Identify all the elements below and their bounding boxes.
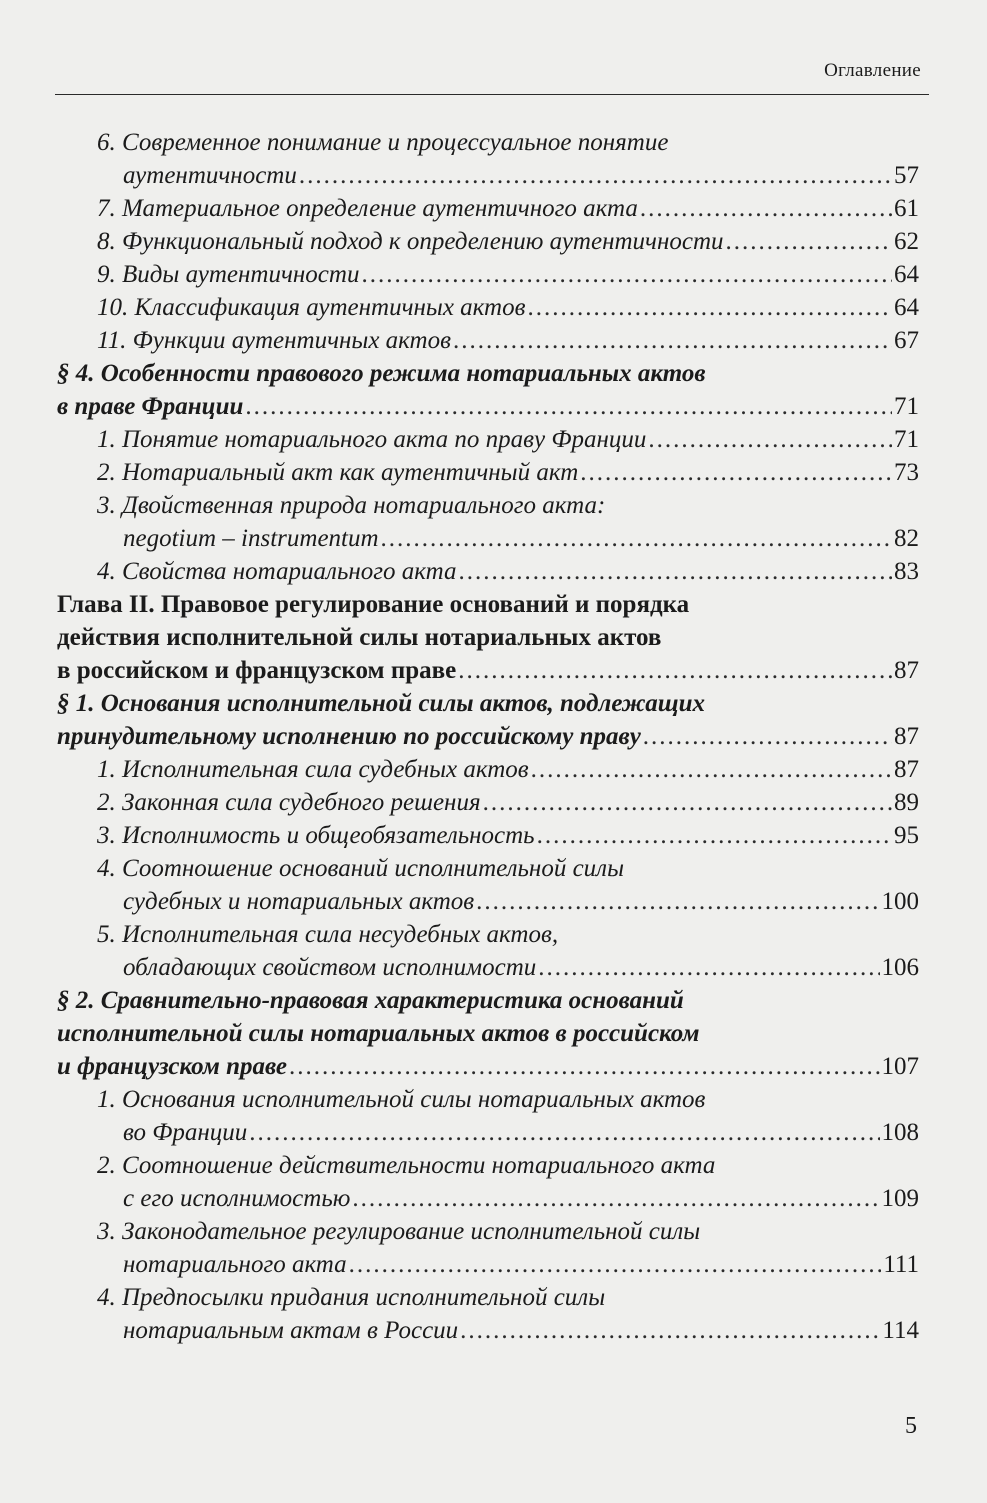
toc-page-number: 62 [894, 228, 919, 255]
toc-entry [97, 1149, 919, 1215]
toc-entry [97, 918, 919, 984]
toc-entry-leader-row [97, 522, 919, 555]
toc-page-number: 87 [894, 657, 919, 684]
dot-leader [361, 258, 892, 291]
page-number: 5 [905, 1413, 917, 1439]
dot-leader [648, 423, 892, 456]
toc-entry-leader-row [97, 1248, 919, 1281]
toc-entry-title-line: в российском и французском праве [57, 657, 457, 684]
dot-leader [453, 324, 892, 357]
dot-leader [726, 225, 892, 258]
toc-entry [57, 984, 919, 1083]
toc-entry [97, 225, 919, 258]
toc-entry-leader-row [57, 720, 919, 753]
toc-entry-title-line: судебных и нотариальных актов [123, 888, 475, 915]
toc-entry-leader-row [97, 1182, 919, 1215]
toc-entry [97, 1083, 919, 1149]
toc-entry-leader-row [97, 258, 919, 291]
toc-entry [57, 357, 919, 423]
toc-entry-title-line: нотариального акта [123, 1251, 347, 1278]
toc-entry-leader-row [97, 291, 919, 324]
toc-entry [97, 1281, 919, 1347]
toc-entry [97, 489, 919, 555]
dot-leader [245, 390, 892, 423]
toc-entry-leader-row [57, 390, 919, 423]
toc-page-number: 95 [894, 822, 919, 849]
toc-entry-title-line: 7. Материальное определение аутентичного акта [97, 195, 638, 222]
toc-page-number: 100 [881, 888, 919, 915]
toc-page-number: 82 [894, 525, 919, 552]
dot-leader [299, 159, 892, 192]
toc-entry-title-line: исполнительной силы нотариальных актов в российском [57, 1020, 700, 1047]
toc-entry-leader-row [97, 225, 919, 258]
toc-entry-title-line: аутентичности [123, 162, 297, 189]
toc-entry-title-line: с его исполнимостью [123, 1185, 351, 1212]
toc-entry [97, 1215, 919, 1281]
toc-entry [97, 291, 919, 324]
toc-page-number: 111 [883, 1251, 919, 1278]
toc-entry [97, 258, 919, 291]
toc-page-number: 61 [894, 195, 919, 222]
toc-entry [97, 852, 919, 918]
toc-entry-title-line: § 1. Основания исполнительной силы актов, подлежащих [57, 690, 705, 717]
dot-leader [249, 1116, 879, 1149]
toc-entry-title-line: действия исполнительной силы нотариальных актов [57, 624, 662, 651]
toc-entry-title-line: 3. Законодательное регулирование исполнительной силы [97, 1218, 701, 1245]
dot-leader [476, 885, 879, 918]
toc-page-number: 64 [894, 294, 919, 321]
toc-page-number: 87 [894, 756, 919, 783]
toc-entry-leader-row [97, 324, 919, 357]
toc-page-number: 67 [894, 327, 919, 354]
toc-entry-title-line: принудительному исполнению по российскому праву [57, 723, 641, 750]
toc-entry-leader-row [97, 885, 919, 918]
table-of-contents [0, 126, 987, 1347]
toc-entry-title-line: 5. Исполнительная сила несудебных актов, [97, 921, 559, 948]
toc-entry-title-line: обладающих свойством исполнимости [123, 954, 537, 981]
dot-leader [458, 654, 892, 687]
toc-entry-leader-row [57, 1050, 919, 1083]
toc-entry-title-line: § 4. Особенности правового режима нотариальных актов [57, 360, 706, 387]
toc-entry-title-line: Глава II. Правовое регулирование оснований и порядка [57, 591, 690, 618]
toc-entry-leader-row [97, 786, 919, 819]
toc-entry-leader-row [97, 1314, 919, 1347]
toc-entry-title-line: 4. Предпосылки придания исполнительной силы [97, 1284, 606, 1311]
dot-leader [531, 753, 892, 786]
toc-entry [57, 588, 919, 687]
toc-entry-leader-row [57, 654, 919, 687]
toc-page-number: 73 [894, 459, 919, 486]
toc-entry-title-line: 2. Законная сила судебного решения [97, 789, 481, 816]
toc-page-number: 64 [894, 261, 919, 288]
toc-entry-leader-row [97, 456, 919, 489]
toc-page-number: 108 [881, 1119, 919, 1146]
dot-leader [537, 819, 892, 852]
toc-entry-leader-row [97, 1116, 919, 1149]
toc-entry-title-line: в праве Франции [57, 393, 244, 420]
toc-page-number: 89 [894, 789, 919, 816]
toc-entry [97, 456, 919, 489]
toc-entry-title-line: 3. Исполнимость и общеобязательность [97, 822, 535, 849]
dot-leader [527, 291, 892, 324]
dot-leader [580, 456, 892, 489]
dot-leader [352, 1182, 879, 1215]
dot-leader [349, 1248, 882, 1281]
toc-entry [97, 819, 919, 852]
dot-leader [458, 555, 892, 588]
toc-entry [97, 192, 919, 225]
toc-page-number: 107 [881, 1053, 919, 1080]
toc-entry-leader-row [97, 192, 919, 225]
toc-entry-title-line: 4. Соотношение оснований исполнительной силы [97, 855, 625, 882]
toc-entry-title-line: во Франции [123, 1119, 248, 1146]
toc-entry-title-line: и французском праве [57, 1053, 287, 1080]
dot-leader [460, 1314, 880, 1347]
toc-entry-title-line: 3. Двойственная природа нотариального акта: [97, 492, 606, 519]
toc-page-number: 57 [894, 162, 919, 189]
toc-page-number: 106 [881, 954, 919, 981]
toc-page-number: 83 [894, 558, 919, 585]
toc-entry [97, 555, 919, 588]
toc-page-number: 114 [882, 1317, 919, 1344]
toc-entry-title-line: нотариальным актам в России [123, 1317, 459, 1344]
toc-entry-title-line: 8. Функциональный подход к определению аутентичности [97, 228, 724, 255]
toc-entry-title-line: § 2. Сравнительно-правовая характеристика оснований [57, 987, 684, 1014]
toc-entry-title-line: 6. Современное понимание и процессуальное понятие [97, 129, 669, 156]
dot-leader [289, 1050, 880, 1083]
header-rule [55, 94, 929, 95]
toc-page-number: 71 [894, 393, 919, 420]
toc-page-number: 109 [881, 1185, 919, 1212]
toc-entry-title-line: 1. Исполнительная сила судебных актов [97, 756, 529, 783]
toc-entry [97, 126, 919, 192]
toc-entry [57, 687, 919, 753]
toc-entry-title-line: 9. Виды аутентичности [97, 261, 360, 288]
toc-entry-title-line: 2. Нотариальный акт как аутентичный акт [97, 459, 579, 486]
toc-entry-title-line: 1. Понятие нотариального акта по праву Франции [97, 426, 647, 453]
toc-entry-leader-row [97, 753, 919, 786]
dot-leader [643, 720, 892, 753]
running-head: Оглавление [824, 60, 921, 81]
toc-entry-leader-row [97, 423, 919, 456]
toc-entry-title-line: 2. Соотношение действительности нотариального акта [97, 1152, 716, 1179]
toc-entry-leader-row [97, 159, 919, 192]
toc-entry-title-line: 1. Основания исполнительной силы нотариальных актов [97, 1086, 706, 1113]
toc-entry-title-line: 4. Свойства нотариального акта [97, 558, 457, 585]
dot-leader [538, 951, 879, 984]
dot-leader [483, 786, 892, 819]
toc-entry [97, 753, 919, 786]
toc-page-number: 87 [894, 723, 919, 750]
toc-entry [97, 423, 919, 456]
dot-leader [640, 192, 892, 225]
toc-entry [97, 786, 919, 819]
toc-entry-leader-row [97, 819, 919, 852]
toc-entry [97, 324, 919, 357]
toc-entry-title-line: 10. Классификация аутентичных актов [97, 294, 526, 321]
toc-entry-leader-row [97, 555, 919, 588]
toc-entry-title-line: negotium – instrumentum [123, 525, 379, 552]
toc-entry-leader-row [97, 951, 919, 984]
toc-page-number: 71 [894, 426, 919, 453]
toc-entry-title-line: 11. Функции аутентичных актов [97, 327, 451, 354]
dot-leader [381, 522, 892, 555]
